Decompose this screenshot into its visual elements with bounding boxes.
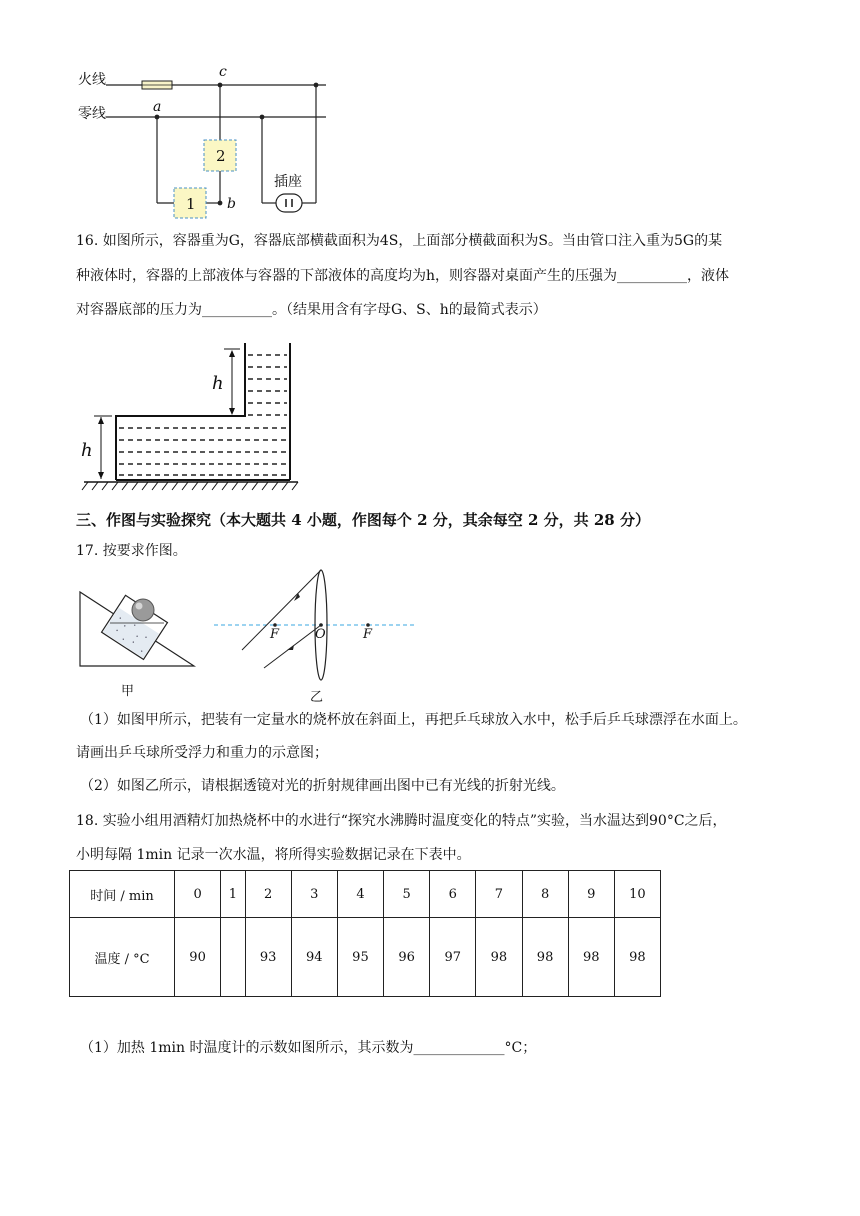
point-b-label: b [227,196,236,212]
table-cell: 98 [568,918,614,997]
q17-title: 17. 按要求作图。 [76,543,187,559]
table-cell: 5 [384,871,430,918]
q17-part1-line-2: 请画出乒乓球所受浮力和重力的示意图； [76,745,328,761]
table-cell: 6 [430,871,476,918]
q16-line-3: 对容器底部的压力为__________。（结果用含有字母G、S、h的最简式表示） [76,302,547,318]
box-2-label: 2 [216,147,226,165]
lens-figure [214,568,419,683]
h-lower-label: h [81,440,93,461]
q18-line-2: 小明每隔 1min 记录一次水温，将所得实验数据记录在下表中。 [76,847,471,863]
fig-jia-label: 甲 [121,684,135,699]
table-cell: 4 [337,871,383,918]
temperature-table [69,870,661,997]
table-cell: 90 [175,918,221,997]
table-cell: 9 [568,871,614,918]
incline-beaker-figure [78,572,198,672]
container-figure [80,335,305,495]
focus-left-label: F [270,627,280,642]
q18-line-1: 18. 实验小组用酒精灯加热烧杯中的水进行“探究水沸腾时温度变化的特点”实验，当水温达到90°C之后， [76,813,727,829]
temp-header: 温度 / °C [70,918,175,997]
section-3-heading: 三、作图与实验探究（本大题共 4 小题，作图每个 2 分，其余每空 2 分，共 28 分） [76,511,650,529]
table-cell: 94 [291,918,337,997]
table-cell: 93 [245,918,291,997]
table-cell: 10 [614,871,660,918]
focus-right-label: F [363,627,373,642]
table-cell: 95 [337,918,383,997]
table-cell: 98 [522,918,568,997]
circuit-diagram [70,60,340,220]
table-cell [221,918,245,997]
socket-icon [276,194,302,212]
table-cell: 98 [476,918,522,997]
table-cell: 98 [614,918,660,997]
q16-line-2: 种液体时，容器的上部液体与容器的下部液体的高度均为h，则容器对桌面产生的压强为__________，液体 [76,268,730,284]
table-cell: 97 [430,918,476,997]
fig-yi-label: 乙 [310,690,324,705]
q16-line-1: 16. 如图所示，容器重为G，容器底部横截面积为4S，上面部分横截面积为S。当由管口注入重为5G的某 [76,233,723,249]
table-cell: 8 [522,871,568,918]
h-upper-label: h [212,373,224,394]
table-cell: 2 [245,871,291,918]
socket-label: 插座 [274,174,302,190]
table-cell: 1 [221,871,245,918]
box-1-label: 1 [186,195,196,213]
q18-part1: （1）加热 1min 时温度计的示数如图所示，其示数为_____________°C； [80,1040,537,1056]
live-wire-label: 火线 [78,72,106,88]
optical-center-label: O [315,627,326,642]
table-row [70,918,661,997]
table-cell: 96 [384,918,430,997]
table-row [70,871,661,918]
q17-part2: （2）如图乙所示，请根据透镜对光的折射规律画出图中已有光线的折射光线。 [80,778,565,794]
ping-pong-ball [132,599,154,621]
point-c-label: c [219,64,227,80]
neutral-wire-label: 零线 [78,106,106,122]
table-cell: 7 [476,871,522,918]
time-header: 时间 / min [70,871,175,918]
point-a-label: a [153,99,162,115]
table-cell: 0 [175,871,221,918]
q17-part1-line-1: （1）如图甲所示，把装有一定量水的烧杯放在斜面上，再把乒乓球放入水中，松手后乒乓球漂浮在水面上。 [80,712,747,728]
table-cell: 3 [291,871,337,918]
